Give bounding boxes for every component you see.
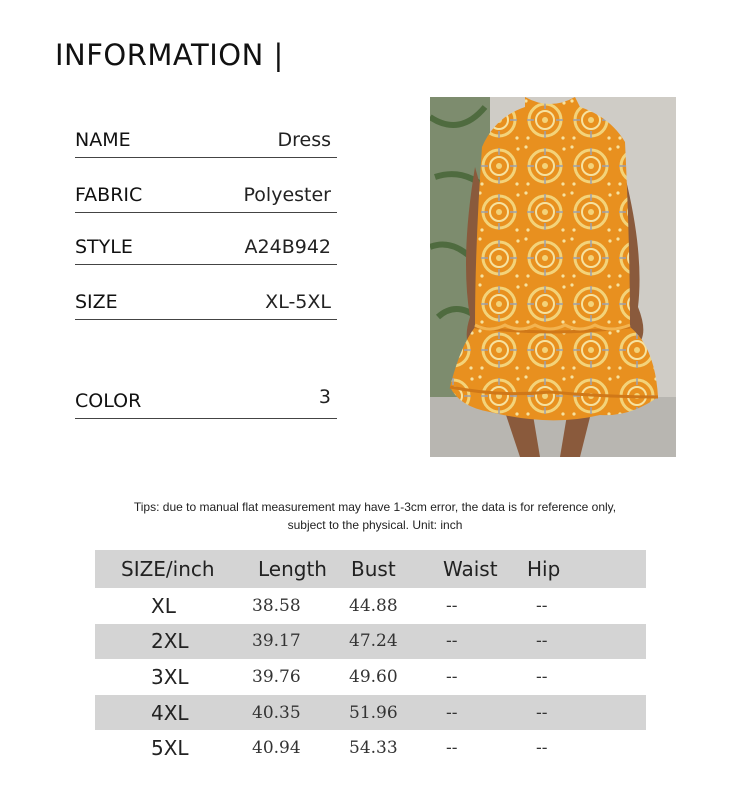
cell-size: 4XL	[95, 695, 238, 731]
cell-bust: 51.96	[335, 695, 422, 731]
table-row	[95, 730, 646, 766]
cell-size: XL	[151, 593, 176, 618]
cell-hip: --	[516, 624, 646, 660]
size-label: SIZE	[75, 291, 118, 313]
header-size: SIZE/inch	[95, 550, 238, 588]
tips-line-2: subject to the physical. Unit: inch	[287, 518, 463, 532]
cell-hip: --	[536, 666, 548, 687]
cell-size: 5XL	[151, 736, 189, 761]
fabric-label: FABRIC	[75, 184, 143, 206]
cell-bust: 47.24	[335, 624, 422, 660]
name-value: Dress	[277, 129, 331, 151]
name-label: NAME	[75, 129, 131, 151]
header-length: Length	[238, 550, 335, 588]
tips-note	[95, 498, 655, 534]
table-row	[95, 659, 646, 695]
cell-length: 39.17	[238, 624, 335, 660]
header-hip: Hip	[516, 550, 646, 588]
product-photo	[430, 97, 676, 457]
cell-waist: --	[422, 624, 516, 660]
cell-waist: --	[446, 595, 458, 616]
tips-line-1: Tips: due to manual flat measurement may have 1-3cm error, the data is for reference only,	[133, 500, 617, 514]
size-value: XL-5XL	[265, 291, 331, 313]
cell-length: 40.94	[252, 738, 301, 759]
cell-bust: 54.33	[349, 738, 398, 759]
size-chart-table	[95, 550, 646, 766]
cell-hip: --	[516, 695, 646, 731]
cell-waist: --	[446, 666, 458, 687]
cell-size: 3XL	[151, 664, 189, 689]
info-row-color	[75, 386, 337, 419]
color-label: COLOR	[75, 390, 142, 412]
cell-length: 39.76	[252, 666, 301, 687]
table-row	[95, 695, 646, 731]
info-row-fabric	[75, 185, 337, 213]
cell-length: 38.58	[252, 595, 301, 616]
cell-hip: --	[536, 595, 548, 616]
cell-hip: --	[536, 738, 548, 759]
cell-bust: 44.88	[349, 595, 398, 616]
cell-waist: --	[422, 695, 516, 731]
cell-waist: --	[446, 738, 458, 759]
style-label: STYLE	[75, 236, 133, 258]
cell-bust: 49.60	[349, 666, 398, 687]
cell-size: 2XL	[95, 624, 238, 660]
table-header-row	[95, 550, 646, 588]
info-row-size	[75, 292, 337, 320]
header-waist: Waist	[422, 550, 516, 588]
table-row	[95, 624, 646, 660]
cell-length: 40.35	[238, 695, 335, 731]
dress-illustration	[430, 97, 676, 457]
color-value: 3	[318, 386, 331, 408]
info-row-style	[75, 237, 337, 265]
header-bust: Bust	[335, 550, 422, 588]
style-value: A24B942	[244, 236, 331, 258]
info-row-name	[75, 130, 337, 158]
fabric-value: Polyester	[243, 184, 331, 206]
page-title: INFORMATION |	[55, 38, 284, 72]
table-row	[95, 588, 646, 624]
